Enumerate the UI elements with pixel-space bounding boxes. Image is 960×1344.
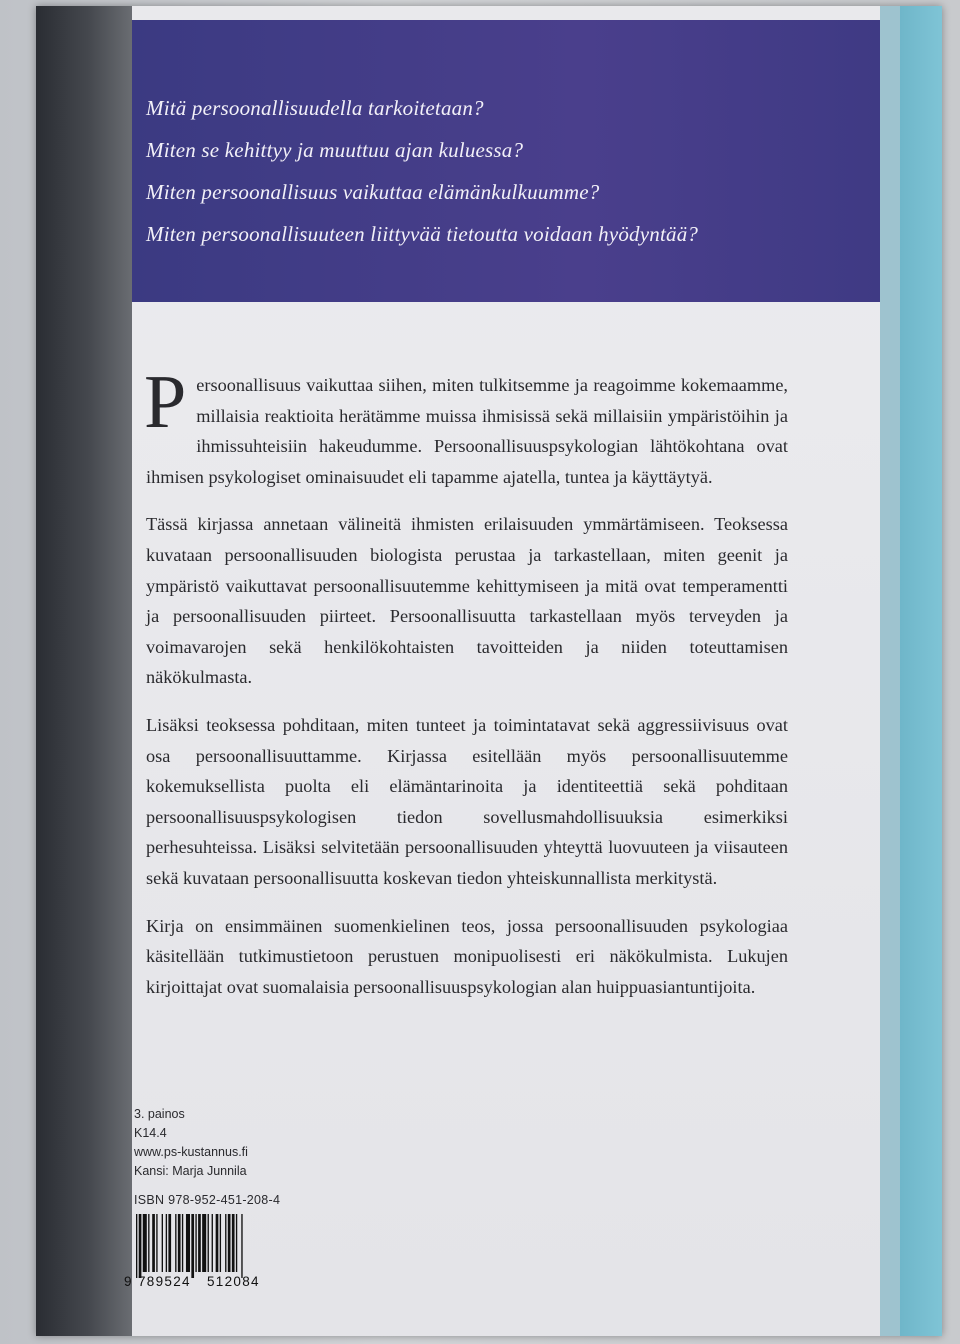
- barcode-bar: [182, 1214, 183, 1272]
- barcode-bar: [139, 1214, 142, 1278]
- barcode-bar: [202, 1214, 206, 1272]
- publisher-website: www.ps-kustannus.fi: [134, 1145, 248, 1159]
- barcode-bar: [232, 1214, 235, 1272]
- barcode-group-left: 789524: [138, 1274, 191, 1289]
- barcode-bar: [166, 1214, 167, 1272]
- classification-text: K14.4: [134, 1126, 167, 1140]
- barcode-bar: [168, 1214, 171, 1272]
- barcode-bar: [156, 1214, 157, 1272]
- barcode-bar: [195, 1214, 196, 1272]
- question-1: Mitä persoonallisuudella tarkoitetaan?: [146, 96, 484, 120]
- barcode-bars: [124, 1212, 284, 1278]
- barcode-bar: [191, 1214, 194, 1278]
- isbn-text: ISBN 978-952-451-208-4: [134, 1193, 281, 1207]
- barcode-bar: [186, 1214, 190, 1272]
- cover-credit: Kansi: Marja Junnila: [134, 1164, 247, 1178]
- barcode-bar: [225, 1214, 226, 1272]
- barcode-bar: [198, 1214, 201, 1272]
- barcode-bar: [136, 1214, 137, 1278]
- question-3: Miten persoonallisuus vaikuttaa elämänkulkuumme?: [146, 180, 600, 204]
- barcode-bar: [143, 1214, 147, 1272]
- paragraph-1-text: ersoonallisuus vaikuttaa siihen, miten tulkitsemme ja reagoimme kokemaamme, millaisia reaktioita herätämme muissa ihmisissä sekä millaisiin ympäristöihin ja ihmissuhteisiin hakeudumme. Persoonallisuuspsykologian lähtökohtana ovat ihmisen psykologiset ominaisuudet eli tapamme ajatella, tuntea ja käyttäytyä.: [146, 375, 788, 487]
- barcode-bar: [220, 1214, 221, 1272]
- barcode-group-right: 512084: [207, 1274, 260, 1289]
- paragraph-4: Kirja on ensimmäinen suomenkielinen teos, jossa persoonallisuuden psykologiaa käsitellään tutkimustietoon perustuen monipuolisesti eri näkökulmista. Lukujen kirjoittajat ovat suomalaisia persoonallisuuspsykologian alan huippuasiantuntijoita.: [146, 915, 788, 997]
- barcode: [124, 1212, 284, 1294]
- barcode-bar: [175, 1214, 176, 1272]
- barcode-bar: [148, 1214, 149, 1272]
- book-edge-light-teal: [880, 6, 900, 1336]
- cover-page: [124, 20, 880, 1336]
- barcode-bar: [208, 1214, 209, 1272]
- barcode-bar: [152, 1214, 155, 1272]
- blurb-text: [144, 360, 788, 1019]
- paragraph-3: Lisäksi teoksessa pohditaan, miten tunteet ja toimintatavat sekä aggressiivisuus ovat osa persoonallisuuttamme. Kirjassa esitellään myös persoonallisuutemme kokemuksellista puolta eli elämäntarinoita ja identiteettiä sekä pohditaan persoonallisuuspsykologisen tiedon sovellusmahdollisuuksia esimerkiksi perhesuhteissa. Lisäksi selvitetään persoonallisuuden yhteyttä luovuuteen ja viisauteen sekä kuvataan persoonallisuutta koskevan tiedon yhteiskunnallista merkitystä.: [146, 714, 788, 888]
- barcode-bar: [162, 1214, 163, 1272]
- barcode-first-digit: 9: [124, 1274, 132, 1289]
- question-4: Miten persoonallisuuteen liittyvää tietoutta voidaan hyödyntää?: [146, 222, 699, 246]
- barcode-bar: [212, 1214, 213, 1272]
- book-edge-teal: [900, 6, 942, 1336]
- barcode-bar: [216, 1214, 219, 1272]
- question-band: [132, 20, 880, 302]
- book-edge-dark: [36, 6, 132, 1336]
- colophon: [134, 1105, 248, 1181]
- paragraph-2: Tässä kirjassa annetaan välineitä ihmisten erilaisuuden ymmärtämiseen. Teoksessa kuvataan persoonallisuuden biologista perustaa ja tarkastellaan, miten geenit ja ympäristö vaikuttavat persoonallisuutemme kehittymiseen ja mitä ovat temperamentti ja persoonallisuuden piirteet. Persoonallisuutta tarkastellaan myös terveyden ja voimavarojen sekä henkilökohtaisten tavoitteiden ja niiden toteuttamisen näkökulmasta.: [146, 514, 788, 688]
- paragraph-1: [144, 360, 788, 492]
- barcode-bar: [241, 1214, 242, 1278]
- barcode-bar: [228, 1214, 231, 1272]
- barcode-bar: [178, 1214, 181, 1272]
- drop-cap: P: [144, 360, 187, 444]
- barcode-bar: [236, 1214, 237, 1272]
- question-2: Miten se kehittyy ja muuttuu ajan kuluessa?: [146, 138, 524, 162]
- book-back-cover: [36, 6, 942, 1336]
- edition-text: 3. painos: [134, 1107, 185, 1121]
- barcode-digits: [124, 1274, 284, 1294]
